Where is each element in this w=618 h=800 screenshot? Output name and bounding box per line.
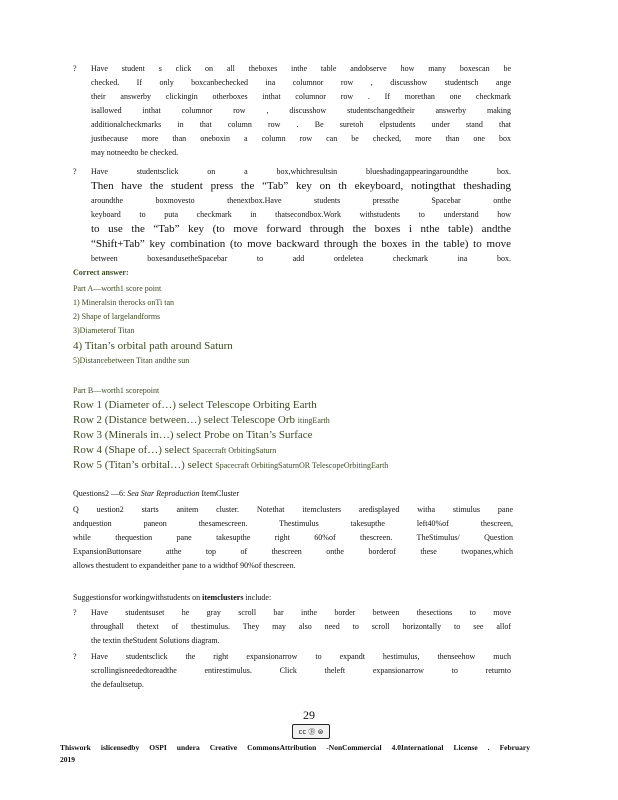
part-a-item: 1) Mineralsin therocks onTi tan (73, 298, 175, 307)
text-line: justbecause more than oneboxin a column row can be checked, more than one box (91, 134, 511, 143)
text-line: isallowed inthat columnor row , discusshow studentschangedtheir answerby making (91, 106, 511, 115)
part-b-row (73, 413, 513, 428)
part-b-row: Row 1 (Diameter of…) select Telescope Orbiting Earth (73, 399, 317, 411)
suggestion-bullet-1 (91, 606, 511, 648)
question-title: Sea Star Reproduction (127, 489, 200, 498)
text-line: their answerby clickingin otherboxes inthat columnor row . If morethan one checkmark (91, 92, 511, 101)
suggestion-bullet-2 (91, 650, 511, 692)
bullet-marker: ? (73, 167, 77, 176)
part-a-block (73, 282, 513, 368)
text-line: keyboard to puta checkmark in thatsecondbox.Work withstudents to understand how (91, 210, 511, 219)
part-a-heading: Part A—worth1 score point (73, 284, 162, 293)
text-line: “Shift+Tab” key combination (to move backward through the boxes in the table) to move (91, 238, 511, 250)
row-text: Spacecraft OrbitingSaturnOR TelescopeOrbitingEarth (215, 461, 389, 470)
text-line: checked. If only boxcanbechecked ina columnor row , discusshow studentsch ange (91, 78, 511, 87)
row-text: itingEarth (297, 416, 330, 425)
suggestions-bold: itemclusters (202, 593, 244, 602)
suggestions-post: include: (245, 593, 272, 602)
text-line: between boxesandusetheSpacebar to add ordeletea checkmark ina box. (91, 254, 511, 263)
bullet-2-text (91, 165, 511, 266)
text-line: scrollingisneededtoreadthe entirestimulus. Click theleft expansionarrow to returnto (91, 666, 511, 675)
row-text: Spacecraft OrbitingSaturn (192, 446, 277, 455)
bullet-marker: ? (73, 608, 77, 617)
row-text: Row 5 (Titan’s orbital…) select (73, 459, 213, 471)
part-b-row: Row 3 (Minerals in…) select Probe on Titan’s Surface (73, 429, 313, 441)
part-b-block (73, 384, 513, 473)
footer (60, 742, 530, 766)
row-text: Row 2 (Distance between…) select Telescope Orb (73, 414, 296, 426)
text-line: throughall thetext of thestimulus. They may also need to scroll horizontally to see allof (91, 622, 511, 631)
text-line: to use the “Tab” key (to move forward through the boxes i nthe table) andthe (91, 223, 511, 235)
cc-license-badge: cc Ⓑ ⊜ (292, 724, 330, 739)
text-line: may notneedto be checked. (91, 148, 179, 157)
text-line: the textin theStudent Solutions diagram. (91, 636, 220, 645)
correct-answer-heading: Correct answer: (73, 268, 129, 277)
text-line: Then have the student press the “Tab” key on th ekeyboard, notingthat theshading (91, 180, 511, 192)
suggestions-pre: Suggestionsfor workingwithstudents on (73, 593, 201, 602)
part-b-row (73, 458, 513, 473)
text-line: aroundthe boxmovesto thenextbox.Have students pressthe Spacebar onthe (91, 196, 511, 205)
text-line: additionalcheckmarks in that column row . Be suretoh elpstudents under stand that (91, 120, 511, 129)
text-line: Have student s click on all theboxes inthe table andobserve how many boxescan be (91, 64, 511, 73)
question-cluster-body (73, 503, 513, 573)
footer-line: 2019 (60, 755, 75, 764)
part-a-item: 4) Titan’s orbital path around Saturn (73, 340, 233, 352)
part-a-item: 3)Diameterof Titan (73, 326, 135, 335)
bullet-marker: ? (73, 64, 77, 73)
part-a-item: 5)Distancebetween Titan andthe sun (73, 356, 190, 365)
page-number: 29 (303, 708, 315, 722)
text-line: Q uestion2 starts anitem cluster. Notethat itemclusters aredisplayed witha stimulus pane (73, 505, 513, 514)
part-b-row (73, 443, 513, 458)
text-line: the defaultsetup. (91, 680, 144, 689)
part-a-item: 2) Shape of largelandforms (73, 312, 161, 321)
question-cluster-heading (73, 487, 513, 501)
text-line: andquestion paneon thesamescreen. Thestimulus takesupthe left40%of thescreen, (73, 519, 513, 528)
text-line: allows thestudent to expandeither pane to a widthof 90%of thescreen. (73, 561, 296, 570)
text-line: ExpansionButtonsare atthe top of thescreen onthe borderof these twopanes,which (73, 547, 513, 556)
text-line: while thequestion pane takesupthe right 60%of thescreen. TheStimulus/ Question (73, 533, 513, 542)
text-line: Have studentsclick the right expansionarrow to expandt hestimulus, thenseehow much (91, 652, 511, 661)
bullet-1-text (91, 62, 511, 160)
suggestions-heading (73, 591, 513, 605)
bullet-marker: ? (73, 652, 77, 661)
text-line: Have studentsuset he gray scroll bar inthe border between thesections to move (91, 608, 511, 617)
question-tail: ItemCluster (201, 489, 240, 498)
footer-line: Thiswork islicensedby OSPI undera Creative CommonsAttribution -NonCommercial 4.0International License . February (60, 743, 530, 752)
part-b-heading: Part B—worth1 scorepoint (73, 386, 160, 395)
text-line: Have studentsclick on a box,whichresultsin blueshadingappearingaroundthe box. (91, 167, 511, 176)
question-label: Questions2 —6: (73, 489, 126, 498)
row-text: Row 4 (Shape of…) select (73, 444, 190, 456)
